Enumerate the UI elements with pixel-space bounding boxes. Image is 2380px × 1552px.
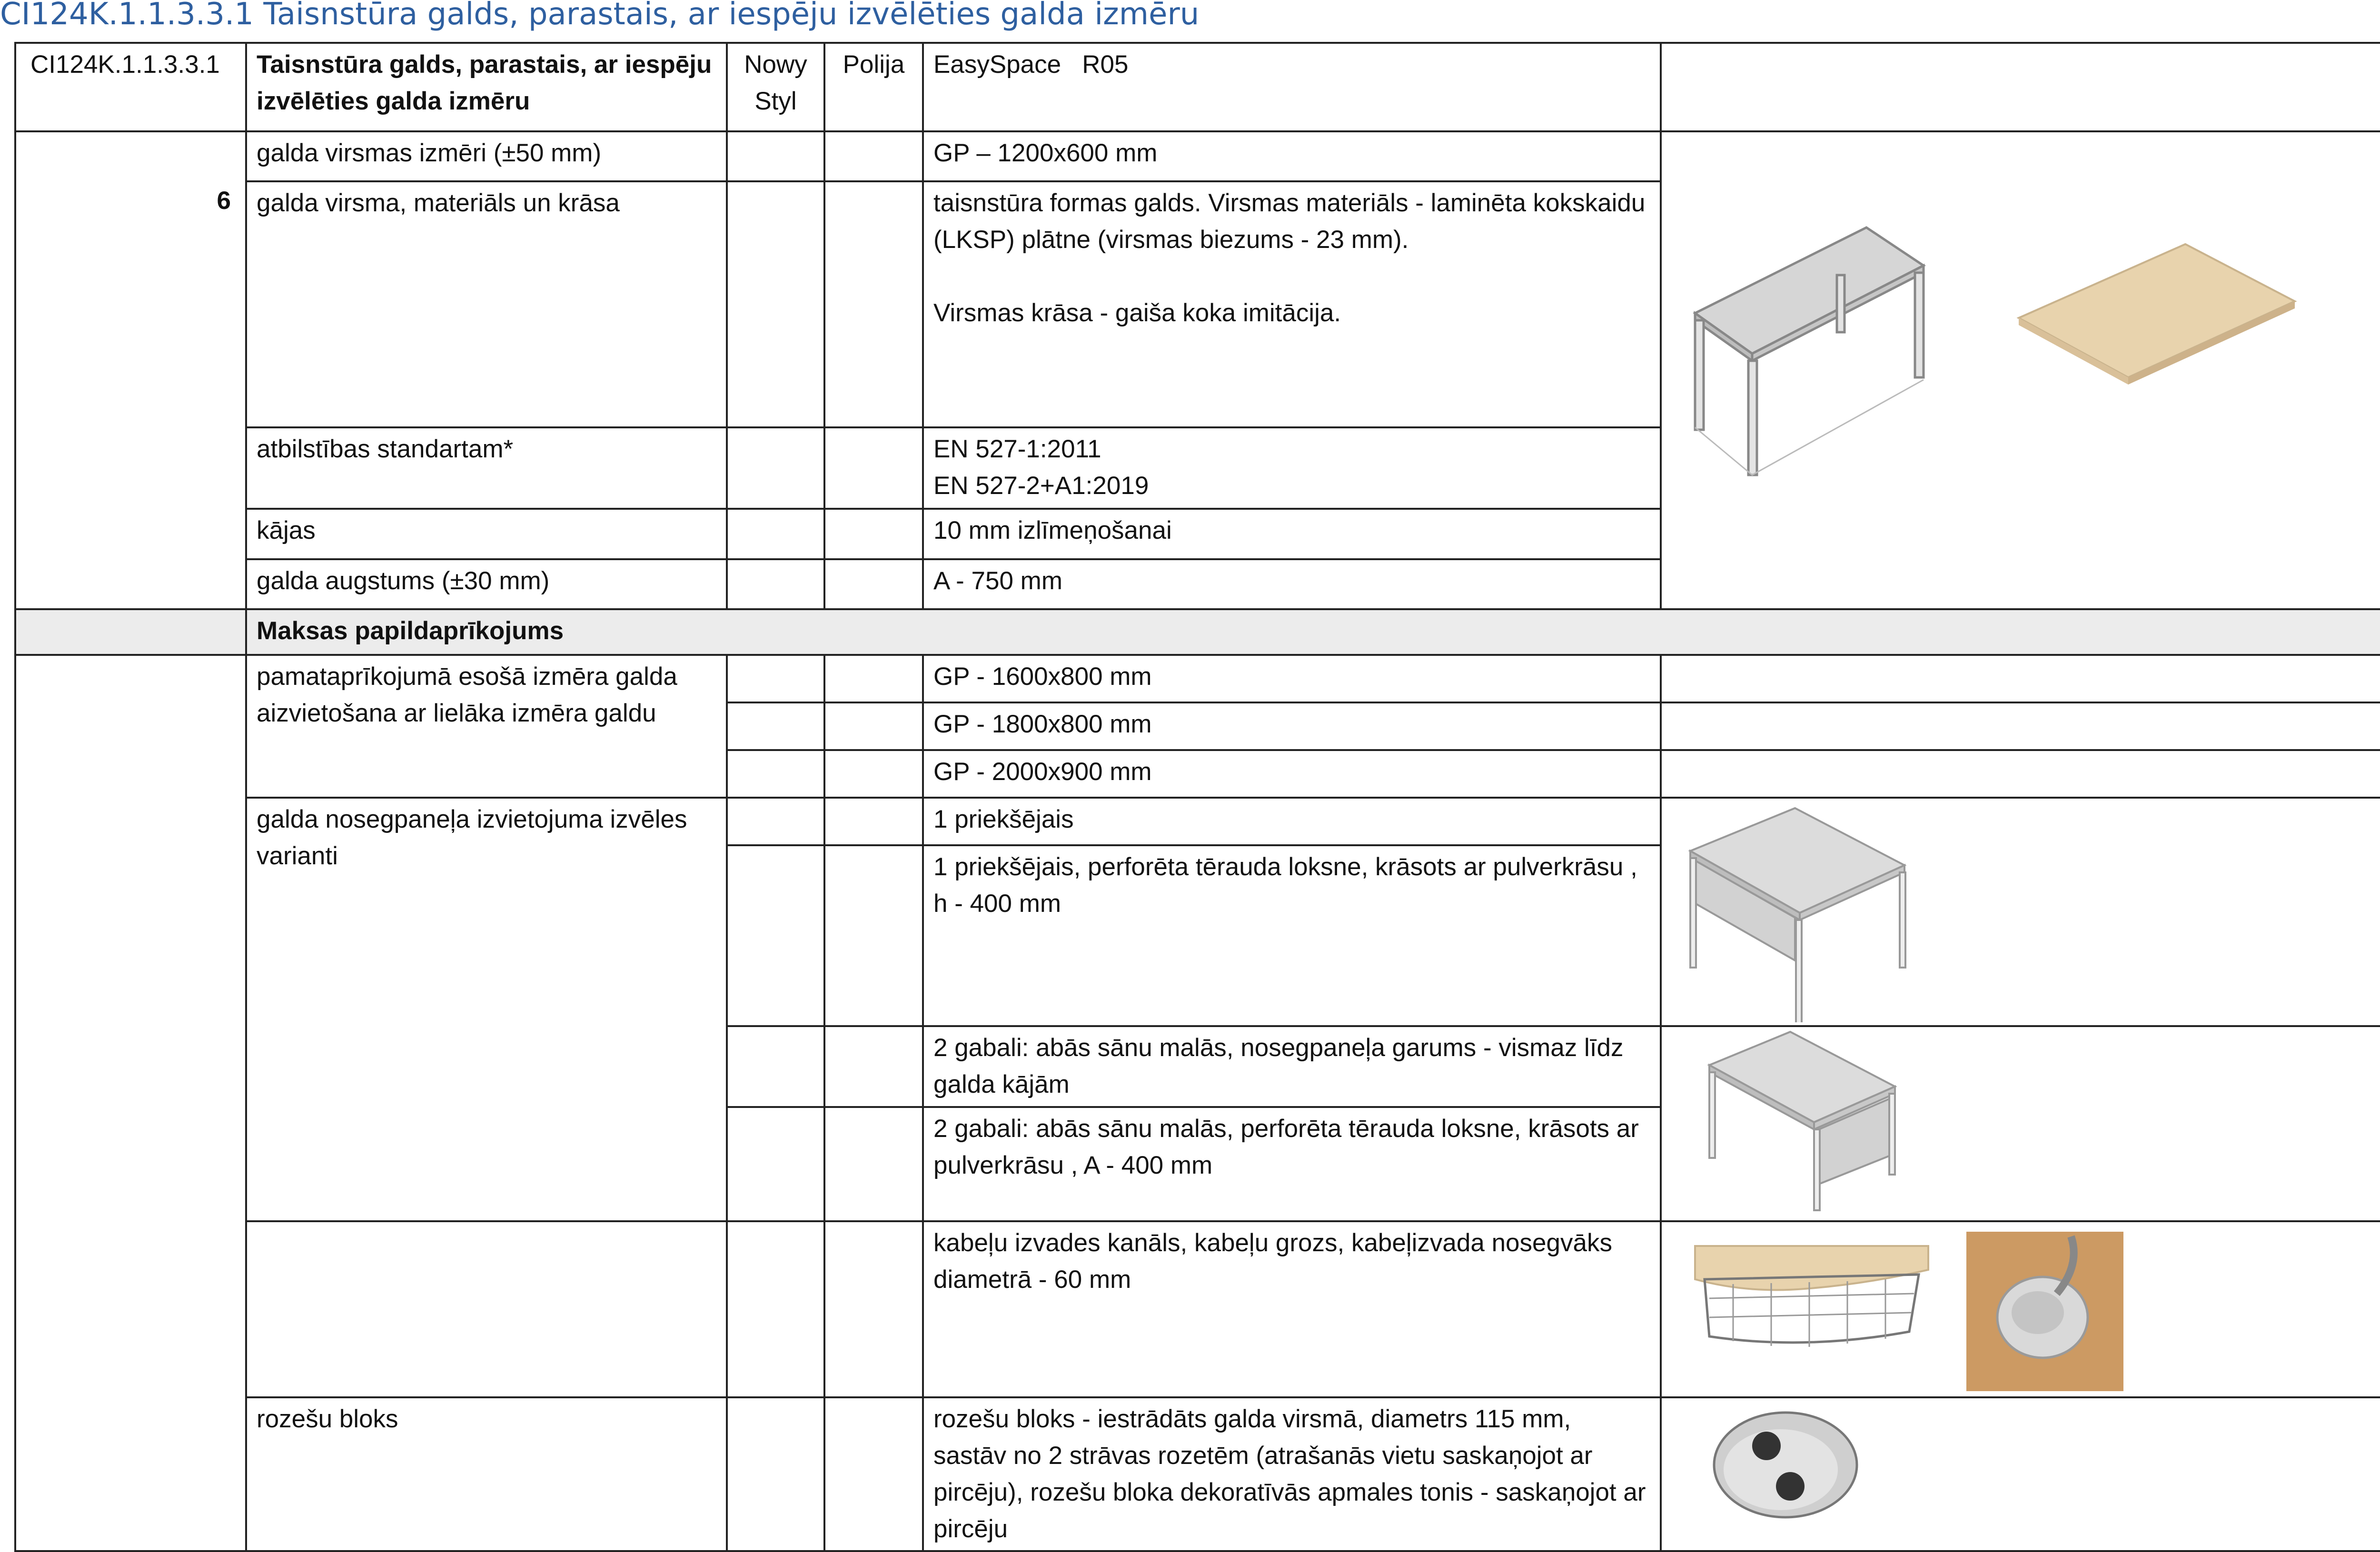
- row-label: galda nosegpaneļa izvietojuma izvēles varianti: [246, 798, 727, 1221]
- row-value: rozešu bloks - iestrādāts galda virsmā, diametrs 115 mm, sastāv no 2 strāvas rozetēm (atrašanās vietu saskaņojot ar pircēju), rozešu bloka dekoratīvās apmales tonis - saskaņojot ar pircēju: [923, 1397, 1661, 1551]
- table-row: [15, 131, 2380, 181]
- header-row: [15, 43, 2380, 131]
- empty-cell: [824, 1026, 923, 1107]
- empty-cell: [1661, 750, 2380, 798]
- socket-image-cell: [1661, 1397, 2380, 1551]
- empty-cell: [824, 1221, 923, 1397]
- row-value: EN 527-1:2011 EN 527-2+A1:2019: [923, 427, 1661, 509]
- row-label: pamataprīkojumā esošā izmēra galda aizvietošana ar lielāka izmēra galdu: [246, 655, 727, 798]
- front-panel-image-cell: [1661, 798, 2380, 1026]
- side-panel-desk: [1662, 1027, 2380, 1217]
- cable-images-cell: [1661, 1221, 2380, 1397]
- row-label: rozešu bloks: [246, 1397, 727, 1551]
- empty-cell: [727, 702, 824, 750]
- table-row: [15, 798, 2380, 845]
- row-label: galda virsma, materiāls un krāsa: [246, 181, 727, 427]
- empty-cell: [727, 131, 824, 181]
- desk-illustration: [1695, 227, 1924, 475]
- empty-cell: [824, 798, 923, 845]
- row-value: 2 gabali: abās sānu malās, nosegpaneļa garums - vismaz līdz galda kājām: [923, 1026, 1661, 1107]
- empty-cell: [824, 181, 923, 427]
- empty-cell: [824, 845, 923, 1026]
- empty-cell: [824, 427, 923, 509]
- row-value: kabeļu izvades kanāls, kabeļu grozs, kabeļizvada nosegvāks diametrā - 60 mm: [923, 1221, 1661, 1397]
- extras-left-cell: [15, 655, 246, 1551]
- empty-cell: [824, 559, 923, 609]
- row-value: 10 mm izlīmeņošanai: [923, 509, 1661, 559]
- table-row: [15, 655, 2380, 702]
- row-value: 2 gabali: abās sānu malās, perforēta tērauda loksne, krāsots ar pulverkrāsu , A - 400 mm: [923, 1107, 1661, 1221]
- cable-grommet-illustration: [1966, 1232, 2123, 1391]
- empty-cell: [824, 131, 923, 181]
- header-polija: Polija: [824, 43, 923, 131]
- document-heading: CI124K.1.1.3.3.1 Taisnstūra galds, parastais, ar iespēju izvēlēties galda izmēru: [0, 0, 1200, 32]
- header-code: CI124K.1.1.3.3.1: [15, 43, 246, 131]
- empty-cell: [727, 181, 824, 427]
- empty-cell: [727, 1221, 824, 1397]
- empty-cell: [824, 750, 923, 798]
- section-row: [15, 609, 2380, 655]
- empty-cell: [727, 655, 824, 702]
- empty-cell: [246, 1221, 727, 1397]
- row-number: 6: [217, 187, 231, 215]
- row-value: GP - 1600x800 mm: [923, 655, 1661, 702]
- desk-images-cell: [1661, 131, 2380, 609]
- empty-cell: [727, 509, 824, 559]
- table-row: [15, 1221, 2380, 1397]
- header-product: EasySpace R05: [923, 43, 1661, 131]
- empty-cell: [1661, 702, 2380, 750]
- header-nowy-styl: Nowy Styl: [727, 43, 824, 131]
- row-label: galda virsmas izmēri (±50 mm): [246, 131, 727, 181]
- side-panel-image-cell: [1661, 1026, 2380, 1221]
- row-label: kājas: [246, 509, 727, 559]
- empty-cell: [824, 655, 923, 702]
- empty-cell: [727, 1397, 824, 1551]
- row-label: galda augstums (±30 mm): [246, 559, 727, 609]
- row-value: GP – 1200x600 mm: [923, 131, 1661, 181]
- header-title: Taisnstūra galds, parastais, ar iespēju izvēlēties galda izmēru: [246, 43, 727, 131]
- cable-basket-illustration: [1695, 1246, 1928, 1347]
- row-value: 1 priekšējais, perforēta tērauda loksne, krāsots ar pulverkrāsu , h - 400 mm: [923, 845, 1661, 1026]
- row-label: atbilstības standartam*: [246, 427, 727, 509]
- socket-block-illustration: [1662, 1398, 2380, 1541]
- desk-images: [1662, 132, 2380, 608]
- row-value: A - 750 mm: [923, 559, 1661, 609]
- empty-cell: [1661, 655, 2380, 702]
- empty-cell: [727, 750, 824, 798]
- empty-cell: [15, 609, 246, 655]
- row-value: 1 priekšējais: [923, 798, 1661, 845]
- empty-cell: [727, 1026, 824, 1107]
- empty-cell: [824, 1107, 923, 1221]
- cable-images: [1662, 1222, 2380, 1394]
- wood-top-sample: [2019, 244, 2295, 377]
- empty-cell: [727, 427, 824, 509]
- row-number-cell: [15, 131, 246, 609]
- empty-cell: [824, 1397, 923, 1551]
- section-title: Maksas papildaprīkojums: [246, 609, 2380, 655]
- table-row: [15, 1397, 2380, 1551]
- empty-cell: [824, 702, 923, 750]
- empty-cell: [727, 1107, 824, 1221]
- front-panel-desk: [1662, 799, 2380, 1022]
- empty-cell: [824, 509, 923, 559]
- empty-cell: [727, 845, 824, 1026]
- spec-table: [14, 42, 2380, 1552]
- row-value: taisnstūra formas galds. Virsmas materiāls - laminēta kokskaidu (LKSP) plātne (virsmas biezums - 23 mm). Virsmas krāsa - gaiša koka imitācija.: [923, 181, 1661, 427]
- header-image-col: [1661, 43, 2380, 131]
- row-value: GP - 1800x800 mm: [923, 702, 1661, 750]
- row-value: GP - 2000x900 mm: [923, 750, 1661, 798]
- empty-cell: [727, 559, 824, 609]
- empty-cell: [727, 798, 824, 845]
